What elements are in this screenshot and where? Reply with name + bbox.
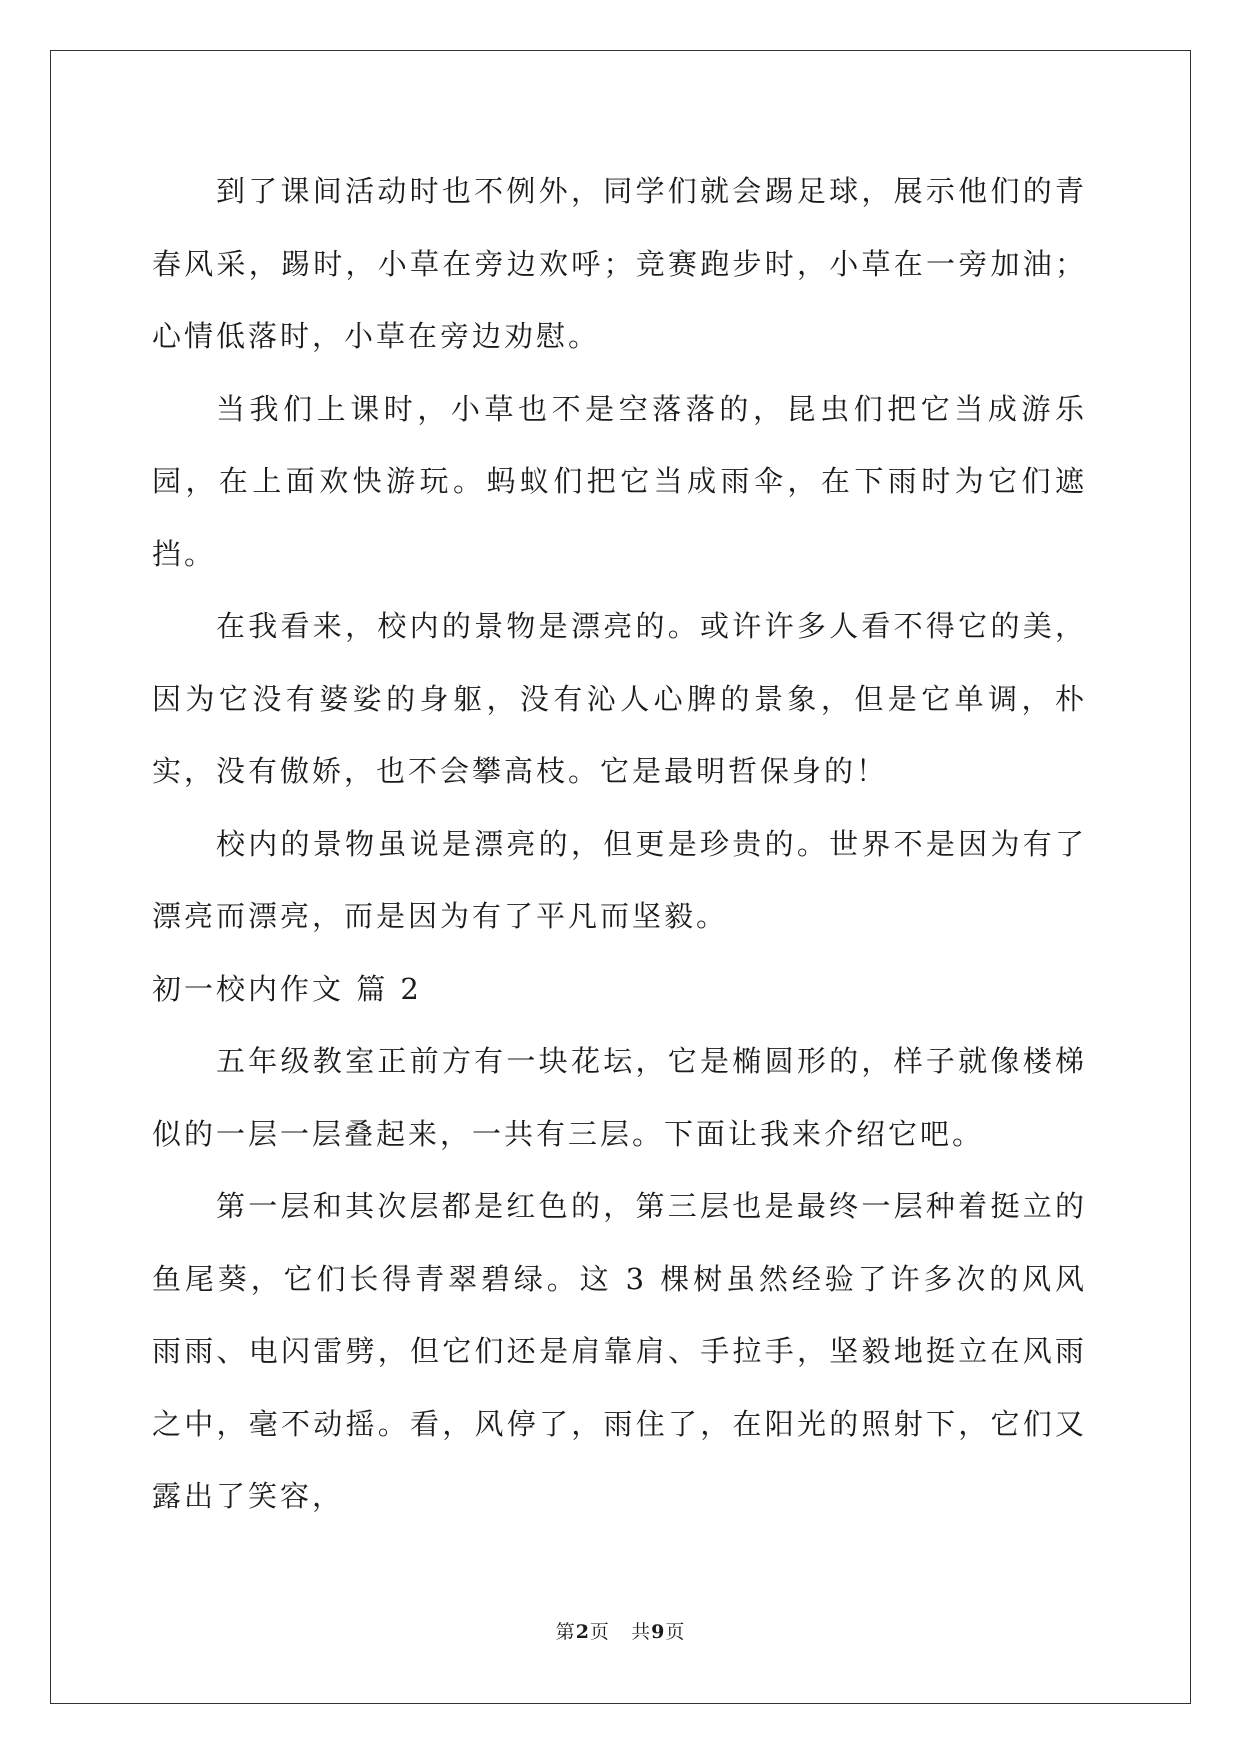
page-suffix: 页 [589,1621,610,1643]
paragraph: 五年级教室正前方有一块花坛，它是椭圆形的，样子就像楼梯似的一层一层叠起来，一共有三层。下面让我来介绍它吧。 [152,1044,1087,1151]
paragraph: 到了课间活动时也不例外，同学们就会踢足球，展示他们的青春风采，踢时，小草在旁边欢呼；竞赛跑步时，小草在一旁加油；心情低落时，小草在旁边劝慰。 [152,174,1087,353]
total-prefix: 共 [631,1621,652,1643]
paragraph: 校内的景物虽说是漂亮的，但更是珍贵的。世界不是因为有了漂亮而漂亮，而是因为有了平凡而坚毅。 [152,826,1087,933]
paragraph: 第一层和其次层都是红色的，第三层也是最终一层种着挺立的鱼尾葵，它们长得青翠碧绿。这 3 棵树虽然经验了许多次的风风雨雨、电闪雷劈，但它们还是肩靠肩、手拉手，坚毅地挺立在风雨之中，毫不动摇。看，风停了，雨住了，在阳光的照射下，它们又露出了笑容， [152,1189,1087,1513]
page-footer [0,1617,1241,1644]
total-suffix: 页 [665,1621,686,1643]
section-heading: 初一校内作文 篇 2 [152,971,422,1006]
total-pages: 9 [651,1621,666,1643]
paragraph: 在我看来，校内的景物是漂亮的。或许许多人看不得它的美，因为它没有婆娑的身躯，没有沁人心脾的景象，但是它单调，朴实，没有傲娇，也不会攀高枝。它是最明哲保身的！ [152,609,1087,788]
document-body [152,155,1087,1533]
page-prefix: 第 [555,1621,576,1643]
page-number: 2 [575,1621,590,1643]
paragraph: 当我们上课时，小草也不是空落落的，昆虫们把它当成游乐园，在上面欢快游玩。蚂蚁们把它当成雨伞，在下雨时为它们遮挡。 [152,391,1087,571]
